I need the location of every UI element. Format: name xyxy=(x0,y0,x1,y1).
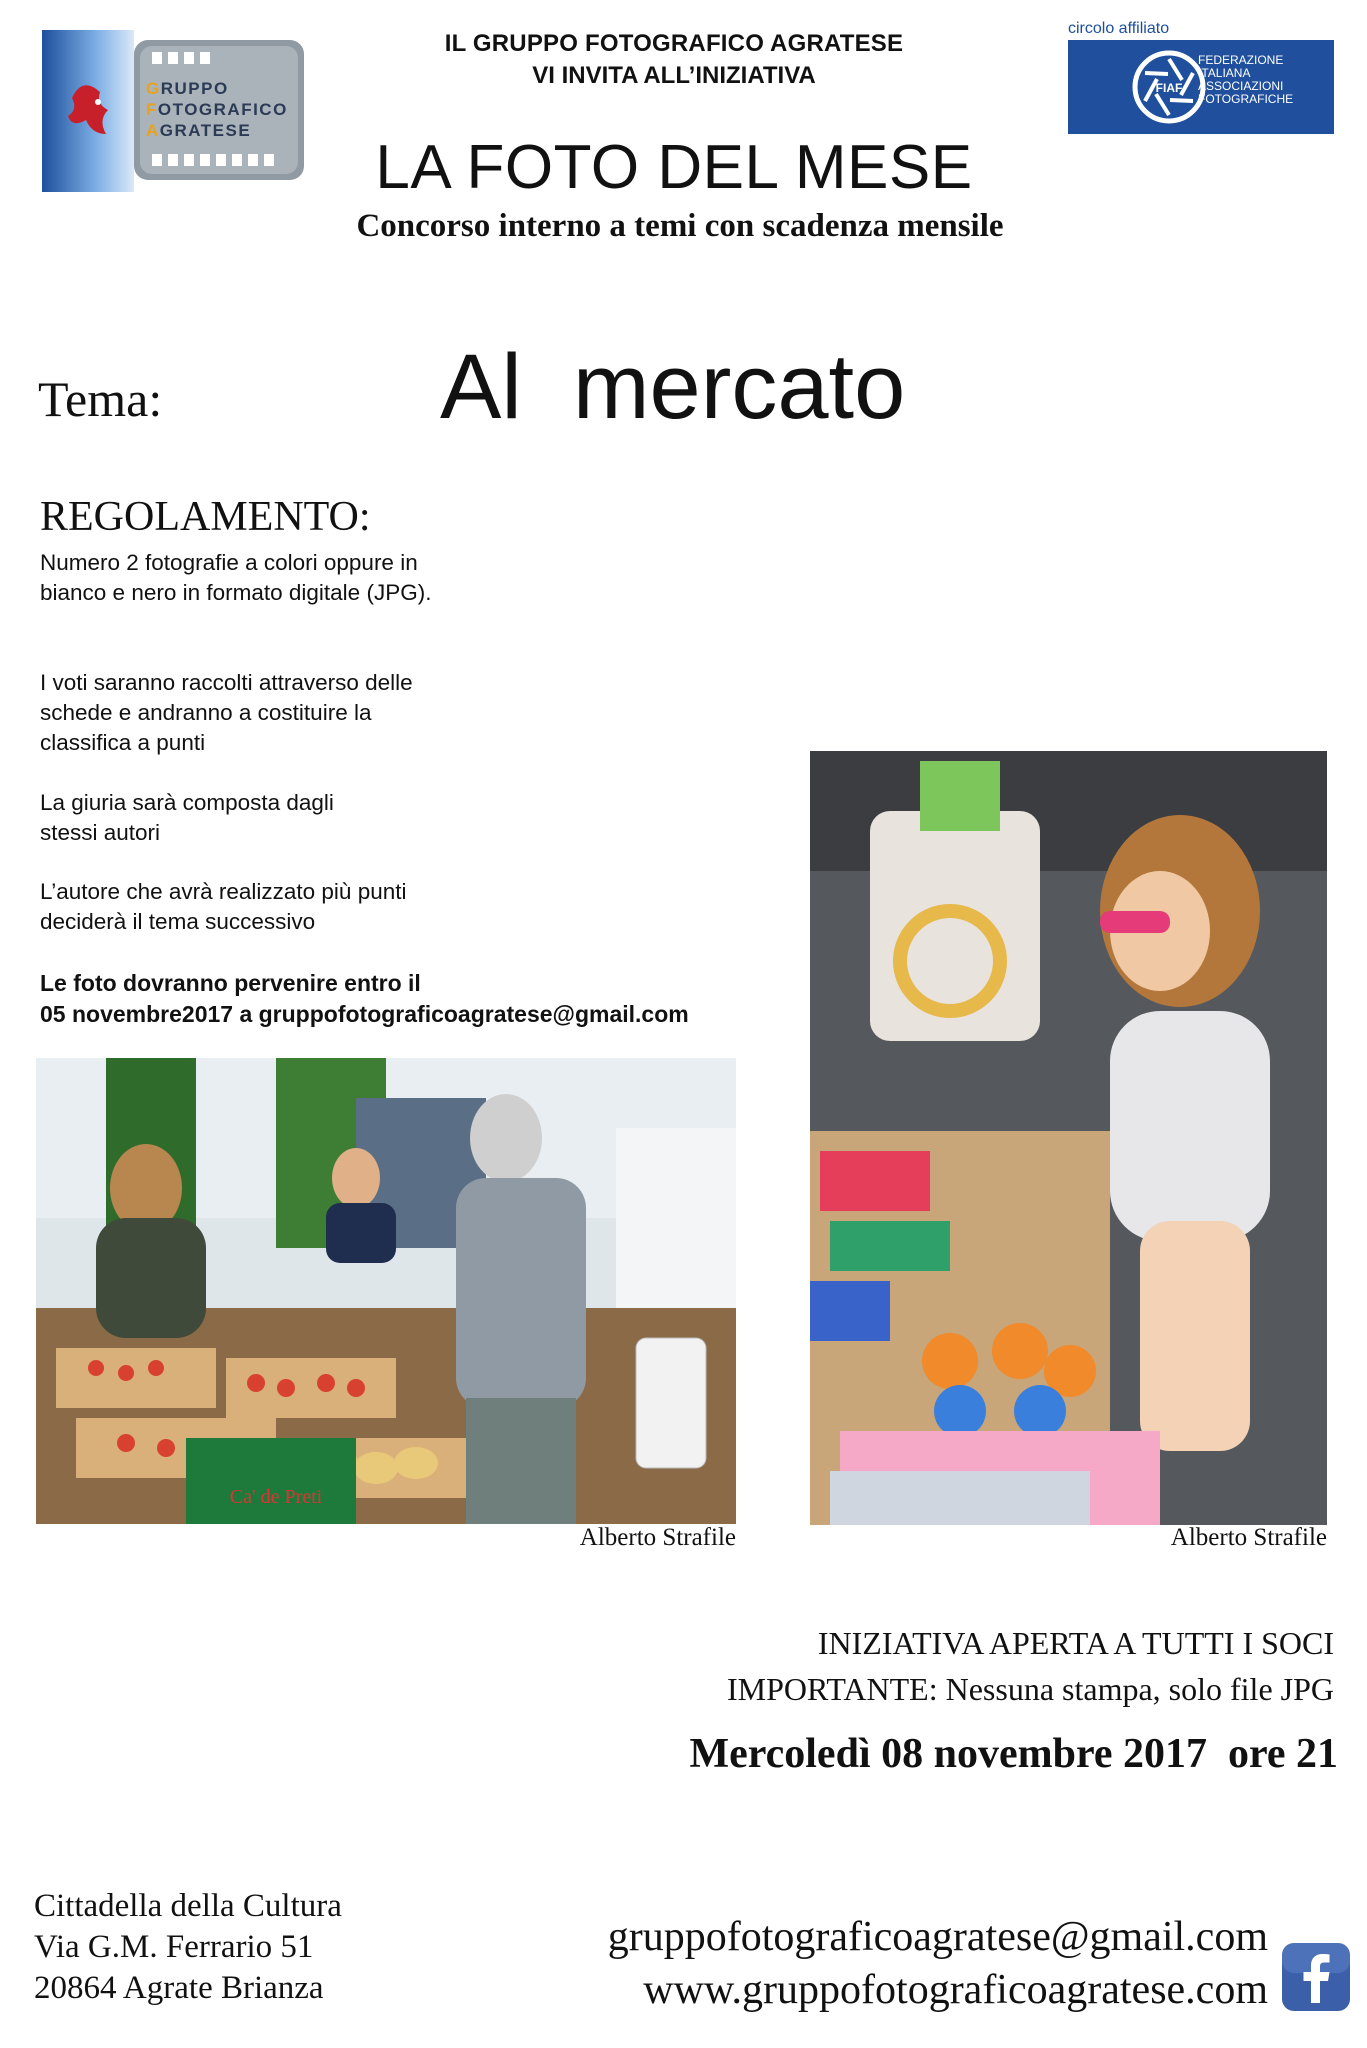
fiaf-line2: ITALIANA xyxy=(1198,66,1251,80)
contact-website-link[interactable]: www.gruppofotograficoagratese.com xyxy=(643,1967,1268,2013)
fiaf-caption: circolo affiliato xyxy=(1068,20,1170,37)
fiaf-line4: FOTOGRAFICHE xyxy=(1198,92,1294,106)
contact-email-link[interactable]: gruppofotograficoagratese@gmail.com xyxy=(607,1914,1268,1960)
photo-credit-left: Alberto Strafile xyxy=(579,1524,736,1551)
fiaf-badge-text: FIAF xyxy=(1155,81,1183,95)
photo-girl-at-stall xyxy=(810,751,1327,1525)
deadline-line-2: 05 novembre2017 a gruppofotograficoagratese@gmail.com xyxy=(40,1001,689,1027)
fiaf-badge xyxy=(1068,40,1334,134)
photo-market-stall xyxy=(36,1058,736,1524)
photo-credit-right: Alberto Strafile xyxy=(1170,1524,1327,1551)
event-date: Mercoledì 08 novembre 2017 ore 21 xyxy=(689,1731,1338,1777)
header-line-2: VI INVITA ALL’INIZIATIVA xyxy=(532,62,816,89)
info-open-to-all: INIZIATIVA APERTA A TUTTI I SOCI xyxy=(817,1625,1334,1661)
gfa-logo: GRUPPO FOTOGRAFICO AGRATESE xyxy=(42,30,310,200)
header-line-1: IL GRUPPO FOTOGRAFICO AGRATESE xyxy=(444,30,904,57)
girl-illustration xyxy=(810,751,1327,1525)
page-title: LA FOTO DEL MESE xyxy=(375,133,973,202)
info-important: IMPORTANTE: Nessuna stampa, solo file JPG xyxy=(726,1671,1334,1707)
stall-sign-text: Ca' de Preti xyxy=(229,1486,323,1508)
fiaf-line3: ASSOCIAZIONI xyxy=(1198,79,1284,93)
fiaf-line1: FEDERAZIONE xyxy=(1198,53,1284,67)
fiaf-logo xyxy=(1068,20,1334,135)
rule-3: La giuria sarà composta dagli stessi autori xyxy=(40,790,334,845)
tema-label: Tema: xyxy=(38,371,163,427)
rules-heading: REGOLAMENTO: xyxy=(40,494,371,540)
rule-1: Numero 2 fotografie a colori oppure in bianco e nero in formato digitale (JPG). xyxy=(40,550,432,605)
rule-deadline xyxy=(40,968,800,1030)
fiaf-aperture-icon xyxy=(1130,48,1208,126)
address-line-3: 20864 Agrate Brianza xyxy=(34,1970,324,2006)
rule-2: I voti saranno raccolti attraverso delle schede e andranno a costituire la classifica a punti xyxy=(40,670,413,755)
tema-value: Al mercato xyxy=(440,336,906,438)
facebook-icon[interactable] xyxy=(1282,1943,1350,2011)
address-line-2: Via G.M. Ferrario 51 xyxy=(34,1929,314,1965)
address-line-1: Cittadella della Cultura xyxy=(34,1888,342,1924)
market-stall-illustration xyxy=(36,1058,736,1524)
rule-4: L’autore che avrà realizzato più punti deciderà il tema successivo xyxy=(40,879,407,934)
page-subtitle: Concorso interno a temi con scadenza mensile xyxy=(356,208,1004,244)
deadline-line-1: Le foto dovranno pervenire entro il xyxy=(40,970,421,996)
